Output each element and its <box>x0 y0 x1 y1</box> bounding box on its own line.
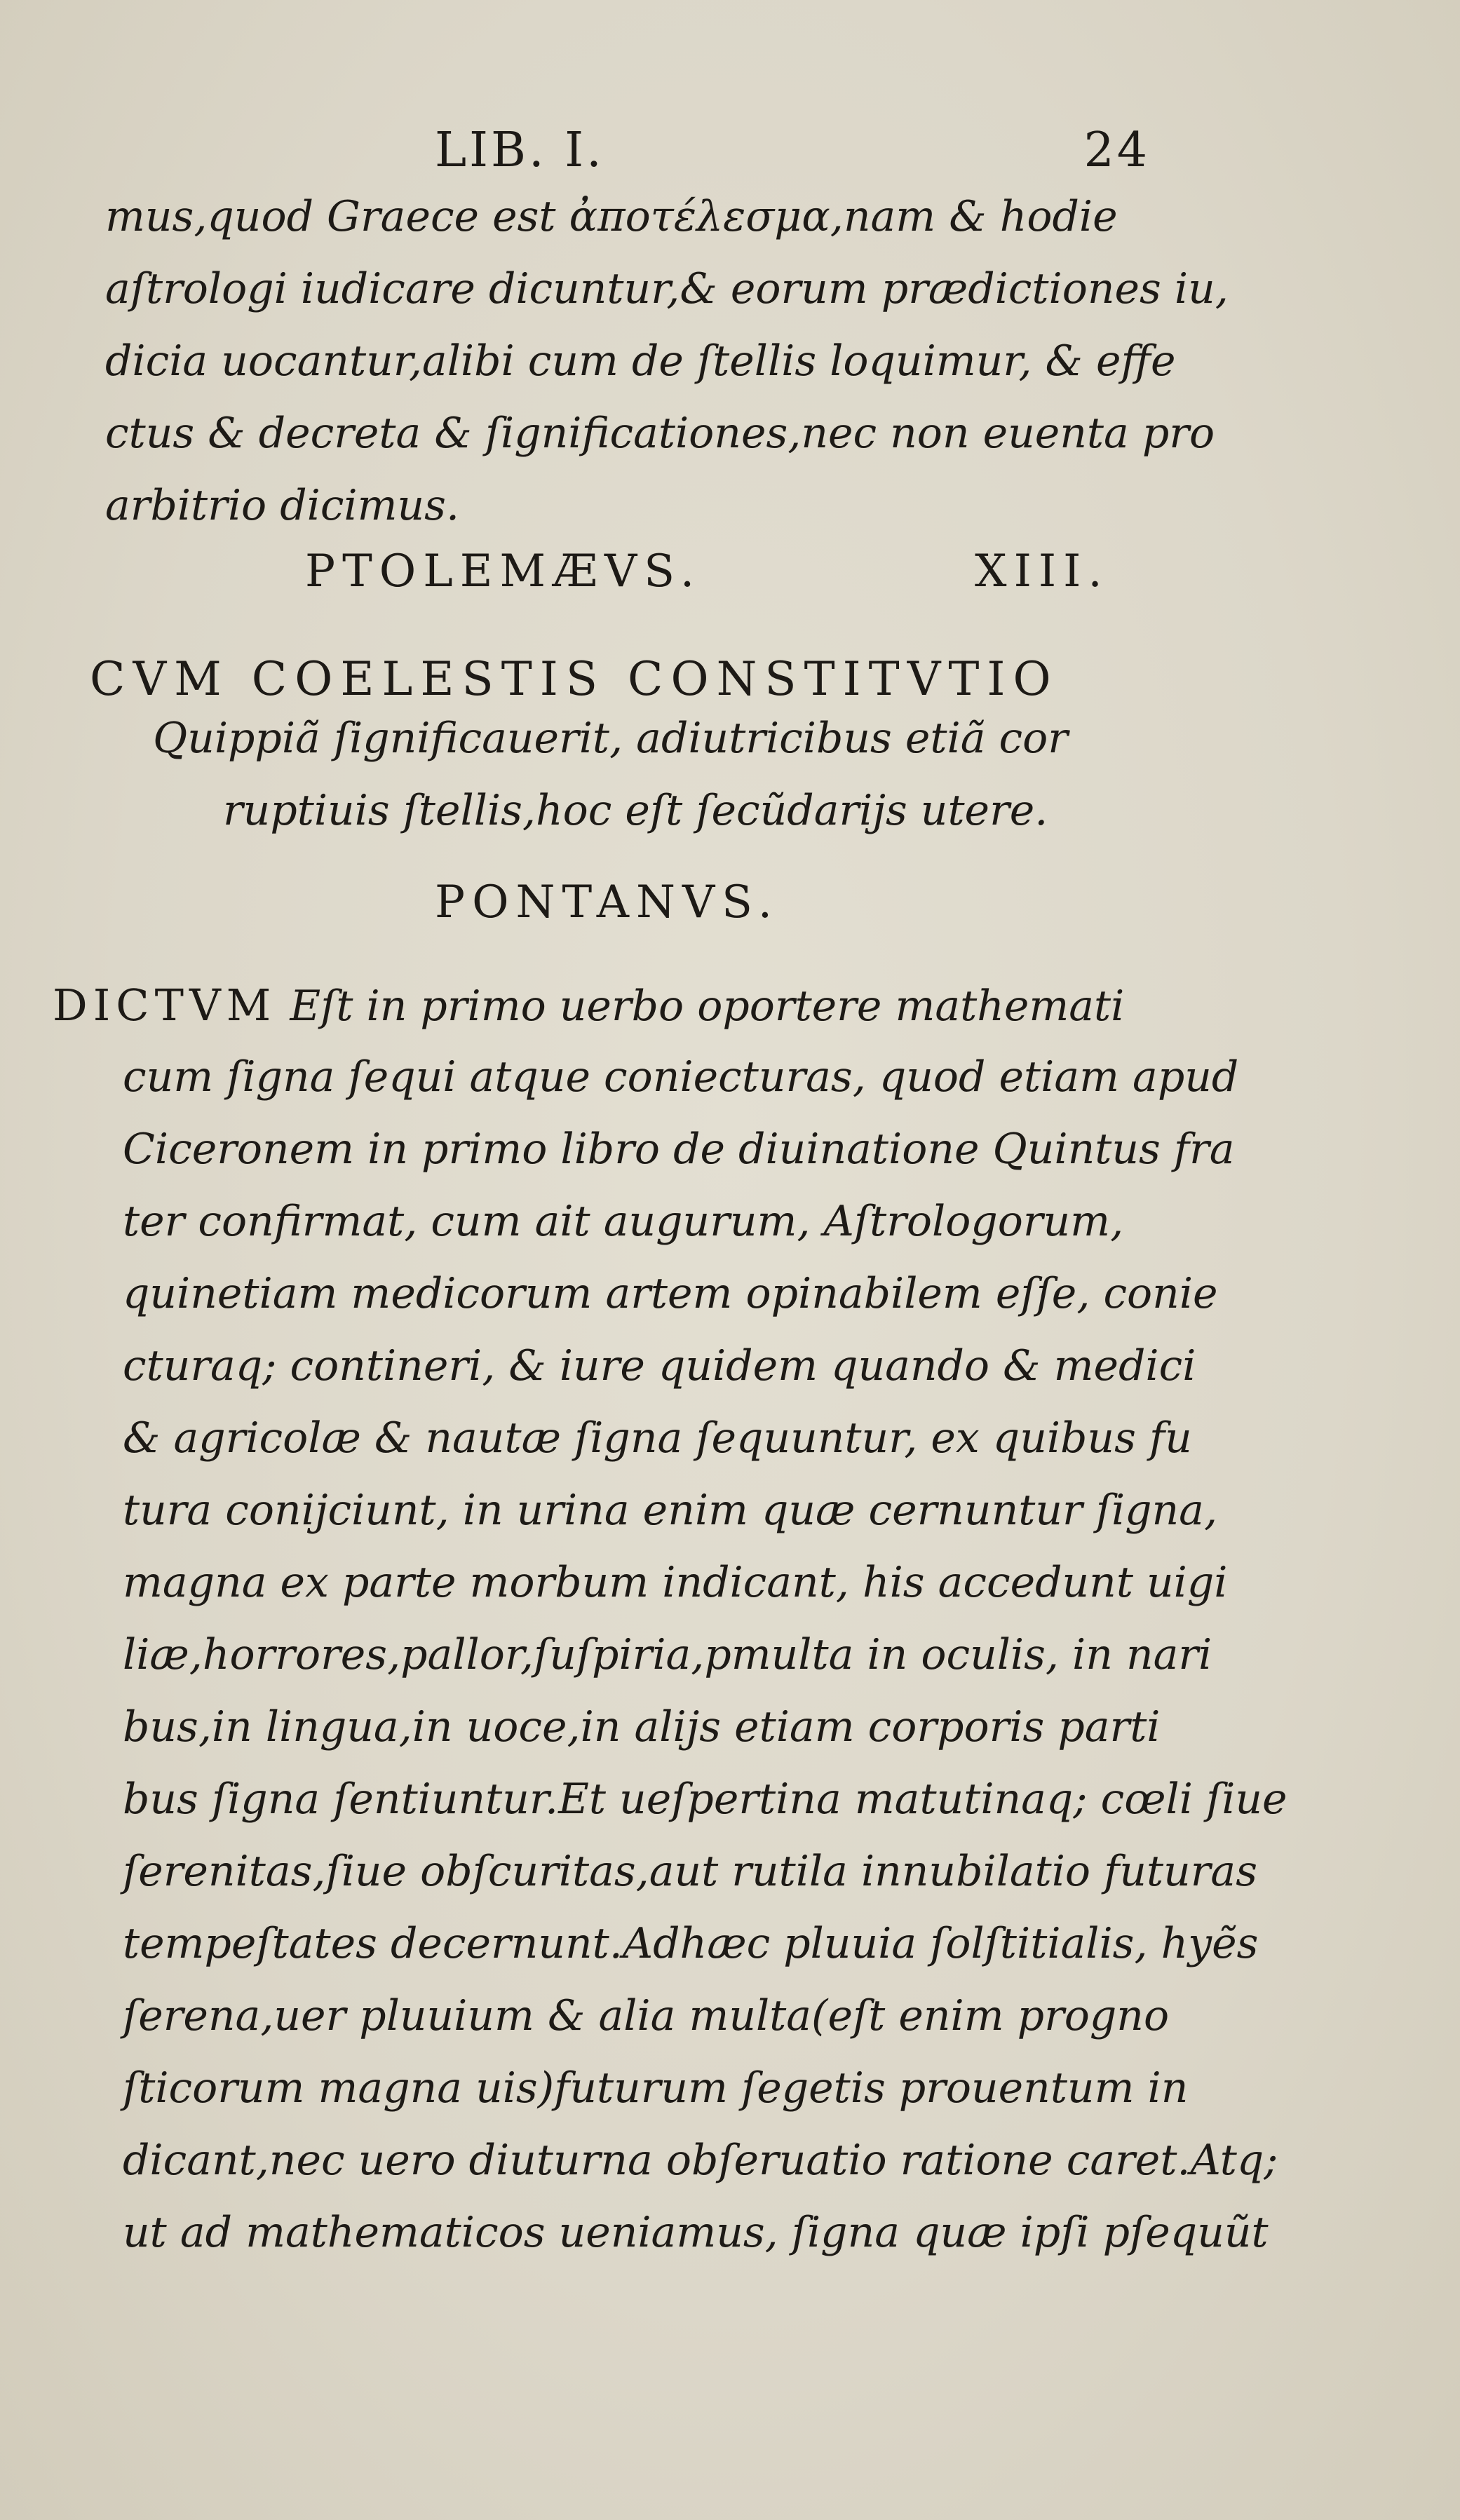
text-line: ſerenitas,ſiue obſcuritas,aut rutila innubilatio futuras <box>123 1847 1257 1896</box>
text-line-first <box>53 969 1287 1041</box>
continuation-paragraph <box>105 181 1229 542</box>
first-line-text: Eſt in primo uerbo oportere mathemati <box>290 982 1125 1031</box>
text-line: Ciceronem in primo libro de diuinatione Quintus fra <box>123 1125 1235 1174</box>
text-line: arbitrio dicimus. <box>105 481 460 530</box>
text-line: ter confirmat, cum ait augurum, Aſtrologorum, <box>123 1197 1124 1246</box>
text-line: cum ſigna ſequi atque coniecturas, quod etiam apud <box>123 1052 1239 1102</box>
text-line: tura conijciunt, in urina enim quæ cernuntur ſigna, <box>123 1486 1218 1535</box>
opening-word: DICTVM <box>53 980 277 1031</box>
folio-number: 24 <box>1083 123 1150 178</box>
section-heading-pontanus: PONTANVS. <box>435 876 780 928</box>
section-number: XIII. <box>975 546 1109 597</box>
text-line: cturaq; contineri, & iure quidem quando & medici <box>123 1341 1196 1390</box>
aphorism-text <box>153 703 1068 847</box>
text-line: bus,in lingua,in uoce,in alijs etiam corporis parti <box>123 1702 1161 1752</box>
commentary-paragraph <box>53 969 1287 2269</box>
text-line: dicia uocantur,alibi cum de ſtellis loquimur, & effe <box>105 337 1176 386</box>
text-line: aſtrologi iudicare dicuntur,& eorum prædictiones iu, <box>105 264 1229 313</box>
text-line: ſerena,uer pluuium & alia multa(eſt enim progno <box>123 1991 1170 2040</box>
text-line: tempeſtates decernunt.Adhæc pluuia ſolſtitialis, hyẽs <box>123 1919 1259 1968</box>
text-line: mus,quod Graece est ἀποτέλεσμα,nam & hodie <box>105 192 1118 241</box>
text-line: ſticorum magna uis)futurum ſegetis prouentum in <box>123 2064 1189 2113</box>
text-line: magna ex parte morbum indicant, his accedunt uigi <box>123 1558 1228 1607</box>
book-number: LIB. I. <box>435 123 604 178</box>
text-line: bus ſigna ſentiuntur.Et ueſpertina matutinaq; cœli ſiue <box>123 1775 1287 1824</box>
aphorism-caps-line: CVM COELESTIS CONSTITVTIO <box>90 652 1059 706</box>
text-line: dicant,nec uero diuturna obſeruatio ratione caret.Atq; <box>123 2136 1278 2185</box>
text-line: ctus & decreta & ſignificationes,nec non euenta pro <box>105 409 1215 458</box>
text-line: ruptiuis ſtellis,hoc eſt ſecũdarijs utere. <box>223 786 1048 835</box>
text-line: & agricolæ & nautæ ſigna ſequuntur, ex quibus fu <box>123 1414 1192 1463</box>
text-line: Quippiã ſignificauerit, adiutricibus etiã cor <box>153 714 1068 763</box>
section-heading-ptolemaeus: PTOLEMÆVS. <box>305 546 702 597</box>
text-line: ut ad mathematicos ueniamus, ſigna quæ ipſi pſequũt <box>123 2208 1269 2257</box>
text-line: quinetiam medicorum artem opinabilem eſſe, conie <box>123 1269 1218 1318</box>
text-line: liæ,horrores,pallor,ſuſpiria,pmulta in oculis, in nari <box>123 1630 1212 1679</box>
